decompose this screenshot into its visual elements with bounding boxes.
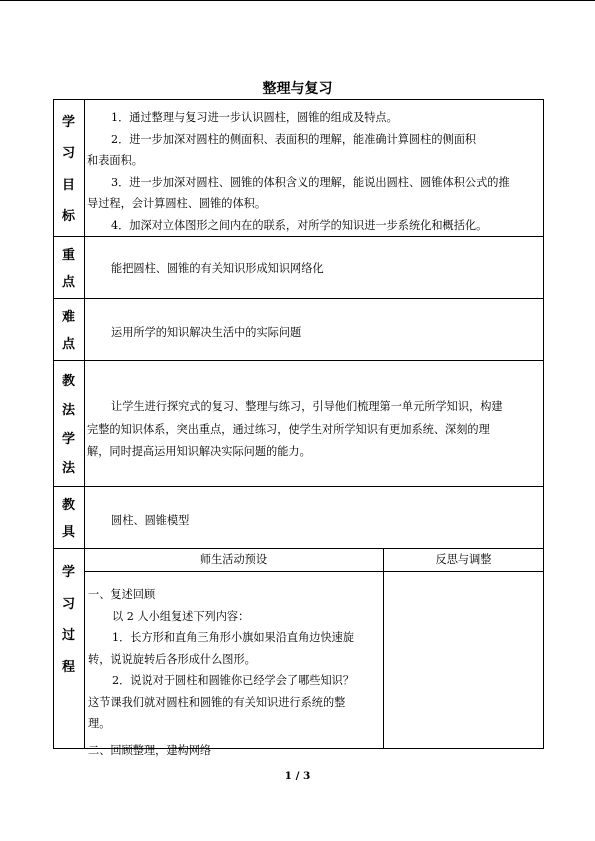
objective-item: 和表面积。: [87, 154, 143, 167]
methods-label: [53, 360, 84, 486]
methods-line: 解，同时提高运用知识解决实际问题的能力。: [87, 445, 311, 458]
row-divider: [53, 360, 544, 361]
objective-item: 导过程，会计算圆柱、圆锥的体积。: [87, 197, 267, 210]
objective-item: 1．通过整理与复习进一步认识圆柱，圆锥的组成及特点。: [111, 111, 398, 124]
row-divider: [53, 548, 544, 549]
page-top-rule: [0, 0, 595, 1]
aids-label-char: 教: [61, 498, 75, 513]
key-points-label-char: 重: [61, 248, 75, 263]
key-points-text: 能把圆柱、圆锥的有关知识形成知识网络化: [111, 262, 324, 275]
key-points-label: [53, 236, 84, 298]
row-divider: [53, 486, 544, 487]
objectives-label-char: 目: [61, 177, 75, 193]
methods-label-char: 法: [61, 403, 75, 418]
row-divider: [53, 298, 544, 299]
methods-label-char: 教: [61, 374, 75, 389]
document-title: 整理与复习: [262, 81, 333, 97]
process-line: 这节课我们就对圆柱和圆锥的有关知识进行系统的整: [88, 695, 346, 709]
objectives-label: [53, 99, 84, 236]
objective-item: 2．进一步加深对圆柱的侧面积、表面积的理解，能准确计算圆柱的侧面积: [111, 132, 477, 146]
process-label-char: 学: [61, 564, 75, 580]
methods-line: 让学生进行探究式的复习、整理与练习，引导他们梳理第一单元所学知识，构建: [111, 400, 503, 413]
methods-content: [87, 396, 540, 464]
lesson-plan-table: [53, 99, 544, 757]
process-line: 1．长方形和直角三角形小旗如果沿直角边快速旋: [112, 631, 355, 644]
process-line: 2．说说对于圆柱和圆锥你已经学会了哪些知识？: [112, 674, 355, 687]
process-content: [88, 584, 380, 735]
process-line: 理。: [88, 717, 111, 730]
reflection-column-header: 反思与调整: [435, 553, 492, 566]
key-points-label-char: 点: [61, 275, 75, 290]
process-label-char: 过: [61, 628, 75, 644]
process-header-divider: [84, 571, 544, 572]
objectives-label-char: 标: [61, 208, 75, 224]
objectives-content: [87, 107, 540, 236]
objective-item: 4．加深对立体图形之间内在的联系，对所学的知识进一步系统化和概括化。: [111, 218, 488, 232]
difficulties-label: [53, 298, 84, 360]
process-label-char: 程: [61, 660, 75, 676]
difficulties-label-char: 点: [61, 337, 75, 352]
table-border-top: [53, 99, 544, 100]
difficulties-label-char: 难: [61, 310, 75, 325]
process-label: [53, 548, 84, 688]
process-line: 一、复述回顾: [88, 588, 156, 601]
activity-column-header: 师生活动预设: [199, 553, 268, 566]
process-line: 二、回顾整理，建构网络: [88, 744, 212, 757]
process-label-char: 习: [61, 596, 75, 612]
objectives-label-char: 学: [61, 115, 75, 131]
clipped-section-heading: [88, 739, 338, 757]
process-line: 转，说说旋转后各形成什么图形。: [88, 652, 256, 666]
label-column-divider: [84, 99, 85, 749]
objective-item: 3．进一步加深对圆柱、圆锥的体积含义的理解，能说出圆柱、圆锥体积公式的推: [111, 175, 510, 189]
difficulties-text: 运用所学的知识解决生活中的实际问题: [111, 326, 302, 339]
objectives-label-char: 习: [61, 146, 75, 162]
aids-text: 圆柱、圆锥模型: [111, 514, 190, 527]
aids-label: [53, 486, 84, 548]
methods-label-char: 法: [61, 461, 75, 476]
row-divider: [53, 236, 544, 237]
process-line: 以 2 人小组复述下列内容：: [112, 609, 250, 623]
methods-label-char: 学: [61, 432, 75, 447]
reflection-column-divider: [383, 548, 384, 749]
table-border-right: [543, 99, 544, 749]
aids-label-char: 具: [61, 525, 75, 540]
methods-line: 完整的知识体系，突出重点，通过练习，使学生对所学知识有更加系统、深刻的理: [87, 422, 490, 436]
page-number: 1 / 3: [284, 770, 311, 782]
